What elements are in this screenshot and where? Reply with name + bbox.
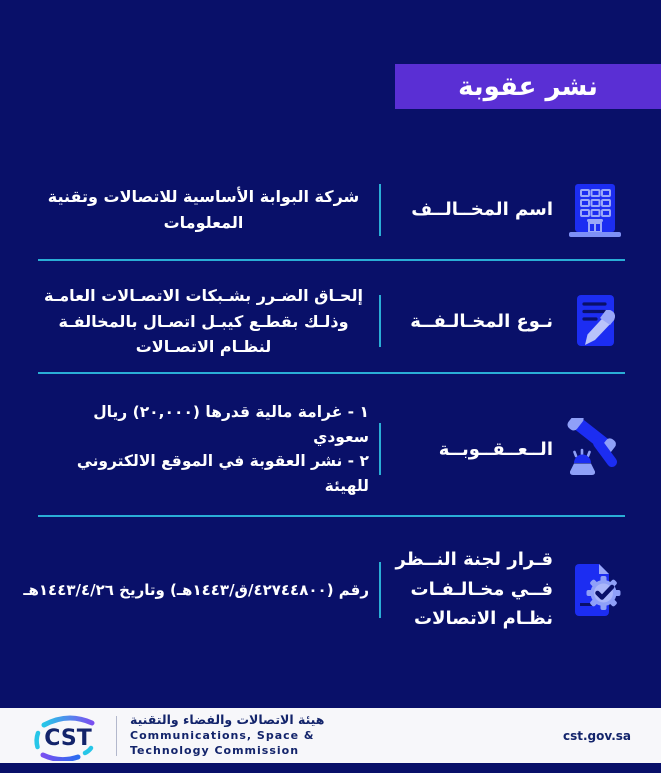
footer-divider <box>116 716 117 756</box>
row-separator <box>38 515 625 517</box>
violation-details <box>0 179 661 634</box>
row-violation-type <box>38 283 625 360</box>
violator-name-value: شركة البوابة الأساسية للاتصالات وتقنية المعلومات <box>47 187 360 232</box>
label-divider <box>379 562 381 618</box>
org-names <box>130 712 324 759</box>
label-divider <box>379 295 381 347</box>
document-pencil-icon <box>561 290 625 352</box>
org-name-english-line2: Technology Commission <box>130 744 300 757</box>
cst-logo <box>30 711 106 761</box>
violation-type-label: نـوع المخـالـفــة <box>410 310 553 332</box>
org-name-english-line1: Communications, Space & <box>130 729 315 743</box>
penalty-banner <box>395 64 661 109</box>
cst-logo-text: CST <box>44 725 92 751</box>
penalty-label: الــعــقــوبــة <box>438 438 553 460</box>
penalty-line-2: ٢ - نشر العقوبة في الموقع الالكتروني للهيئة <box>76 452 369 496</box>
row-separator <box>38 259 625 261</box>
row-penalty <box>38 400 625 499</box>
penalty-line-1: ١ - غرامة مالية قدرها (٢٠,٠٠٠) ريال سعودي <box>93 402 369 446</box>
bottom-bar <box>0 763 661 773</box>
building-icon <box>561 179 625 241</box>
label-divider <box>379 423 381 475</box>
penalty-value <box>38 400 369 499</box>
footer <box>0 708 661 763</box>
violator-name-label: اسم المخــالــف <box>411 199 553 221</box>
website-url: cst.gov.sa <box>562 728 631 743</box>
row-violator-name <box>38 179 625 241</box>
gavel-icon <box>561 418 625 480</box>
penalty-announcement-poster <box>0 64 661 773</box>
document-gear-icon <box>561 559 625 621</box>
label-divider <box>379 184 381 236</box>
org-name-arabic: هيئة الاتصالات والفضاء والتقنية <box>130 712 325 728</box>
row-decision <box>23 545 625 634</box>
decision-label: قـرار لجنة النــظر فــي مخـالـفـات نظـام الاتصالات <box>395 548 553 630</box>
row-separator <box>38 372 625 374</box>
violation-type-value: إلحـاق الضـرر بشـبكات الاتصـالات العامـة وذلـك بقطـع كيبـل اتصـال بالمخالفـة لنظـام الاتصـالات <box>44 286 363 357</box>
decision-value: رقم (٤٢٧٤٤٨٠٠/ق/١٤٤٣هـ) وتاريخ ١٤٤٣/٤/٢٦هـ <box>23 580 369 599</box>
banner-title: نشر عقوبة <box>458 71 598 102</box>
